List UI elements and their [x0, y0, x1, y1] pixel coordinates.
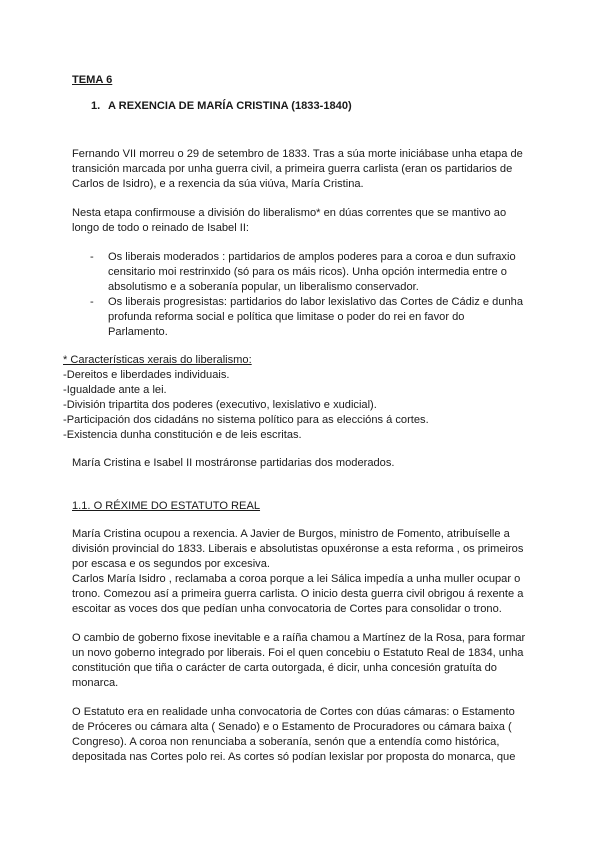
body-line: María Cristina ocupou a rexencia. A Javier de Burgos, ministro de Fomento, atribuíselle a: [72, 528, 510, 540]
subsection-title: 1.1. O RÉXIME DO ESTATUTO REAL: [72, 500, 261, 512]
characteristic-item: -División tripartita dos poderes (executivo, lexislativo e xudicial).: [63, 399, 377, 411]
body-line: depositada nas Cortes polo rei. As cortes só podían lexislar por proposta do monarca, que: [72, 751, 516, 763]
topic-heading: TEMA 6: [72, 74, 113, 86]
intro-line: transición marcada por unha guerra civil, a primeira guerra carlista (eran os partidarios de: [72, 163, 513, 175]
characteristics-heading: * Características xerais do liberalismo:: [63, 354, 252, 366]
body-line: Carlos María Isidro , reclamaba a coroa porque a lei Sálica impedía a unha muller ocupar o: [72, 573, 521, 585]
body-line: O Estatuto era en realidade unha convocatoria de Cortes con dúas cámaras: o Estamento: [72, 706, 515, 718]
division-line: Nesta etapa confirmouse a división do liberalismo* en dúas correntes que se mantivo ao: [72, 207, 507, 219]
characteristic-item: -Existencia dunha constitución e de leis escritas.: [63, 429, 302, 441]
bullet-line: profunda reforma social e política que limitase o poder do rei en favor do: [108, 311, 465, 323]
body-line: división provincial do 1833. Liberais e absolutistas opuxéronse a esta reforma , os primeiros: [72, 543, 524, 555]
section-number: 1.: [91, 100, 101, 112]
bullet-line: Parlamento.: [108, 326, 168, 338]
characteristic-item: -Igualdade ante a lei.: [63, 384, 167, 396]
body-line: Congreso). A coroa non renunciaba a soberanía, senón que a entendía como histórica,: [72, 736, 500, 748]
bullet-line: Os liberais moderados : partidarios de amplos poderes para a coroa e dun sufraxio: [108, 251, 516, 263]
body-line: un novo goberno integrado por liberais. Foi el quen concebiu o Estatuto Real de 1834, unha: [72, 647, 524, 659]
body-line: por escasa e os segundos por excesiva.: [72, 558, 270, 570]
bullet-dash: -: [90, 296, 94, 308]
body-line: escoitar as voces dos que pedían unha convocatoria de Cortes para consolidar o trono.: [72, 603, 502, 615]
body-line: monarca.: [72, 677, 119, 689]
intro-line: Carlos de Isidro), e a rexencia da súa viúva, María Cristina.: [72, 178, 364, 190]
body-line: de Próceres ou cámara alta ( Senado) e o Estamento de Procuradores ou cámara baixa (: [72, 721, 512, 733]
body-line: O cambio de goberno fixose inevitable e a raíña chamou a Martínez de la Rosa, para formar: [72, 632, 526, 644]
intro-line: Fernando VII morreu o 29 de setembro de 1833. Tras a súa morte iniciábase unha etapa de: [72, 148, 523, 160]
bullet-line: Os liberais progresistas: partidarios do labor lexislativo das Cortes de Cádiz e dunha: [108, 296, 523, 308]
body-line: constitución que tiña o carácter de carta outorgada, é dicir, unha concesión gratuíta do: [72, 662, 497, 674]
bullet-dash: -: [90, 251, 94, 263]
characteristic-item: -Participación dos cidadáns no sistema político para as eleccións á cortes.: [63, 414, 429, 426]
moderados-note: María Cristina e Isabel II mostráronse partidarias dos moderados.: [72, 457, 395, 469]
characteristic-item: -Dereitos e liberdades individuais.: [63, 369, 230, 381]
division-line: longo de todo o reinado de Isabel II:: [72, 222, 250, 234]
section-title: A REXENCIA DE MARÍA CRISTINA (1833-1840): [108, 100, 352, 112]
bullet-line: censitario moi restrinxido (só para os máis ricos). Unha opción intermedia entre o: [108, 266, 507, 278]
body-line: trono. Comezou así a primeira guerra carlista. O inicio desta guerra civil obrigou á rexente a: [72, 588, 524, 600]
bullet-line: absolutismo e a soberanía popular, un liberalismo conservador.: [108, 281, 419, 293]
